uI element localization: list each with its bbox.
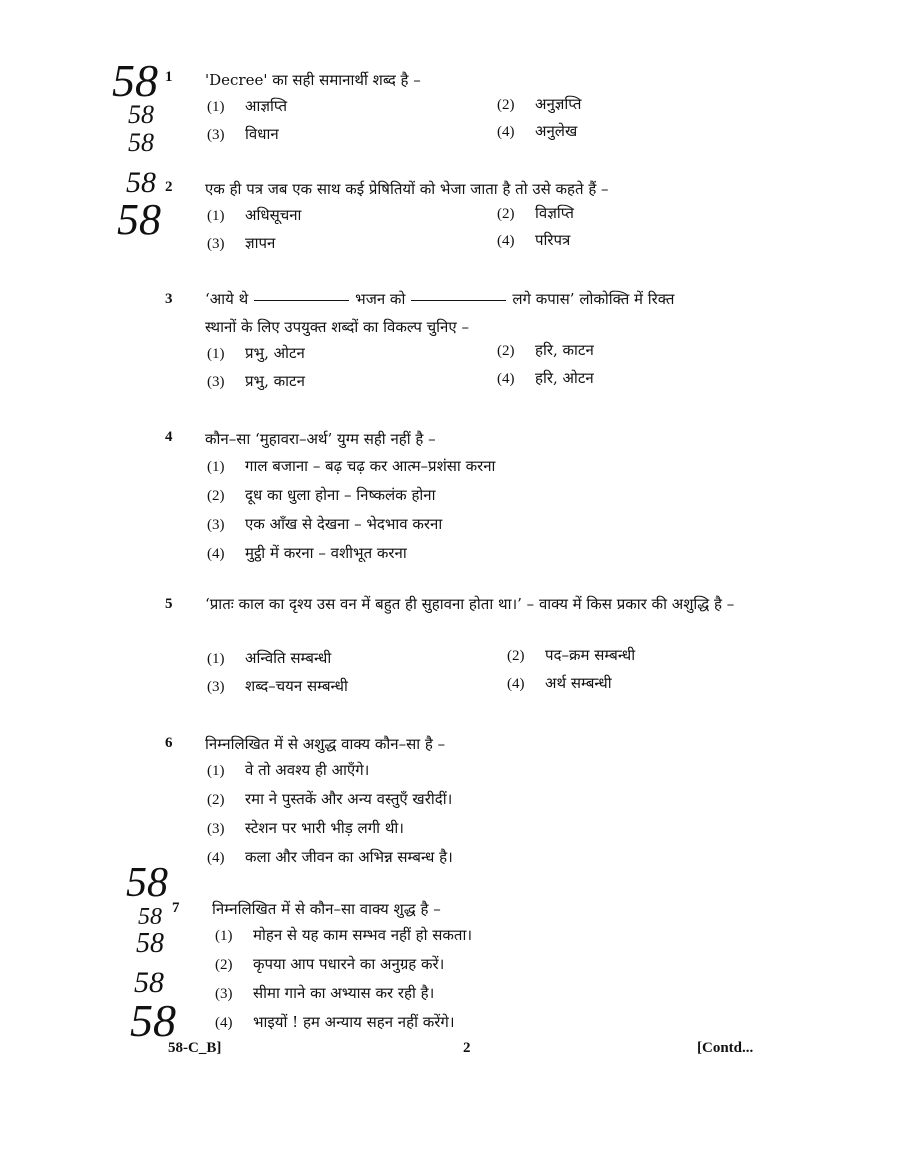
stamp-mark: 58: [126, 860, 168, 906]
option-3: (3) विधान: [207, 125, 279, 143]
option-4: (4) भाइयों ! हम अन्याय सहन नहीं करेंगे।: [215, 1013, 455, 1031]
stamp-mark: 58: [126, 166, 156, 199]
question-text: कौन–सा ‘मुहावरा–अर्थ’ युग्म सही नहीं है –: [205, 430, 436, 448]
option-4: (4) परिपत्र: [497, 231, 571, 249]
stamp-mark: 58: [134, 966, 164, 999]
option-3: (3) प्रभु, काटन: [207, 372, 305, 390]
option-4: (4) मुट्ठी में करना – वशीभूत करना: [207, 544, 407, 562]
page-number: 2: [463, 1040, 471, 1056]
option-3: (3) ज्ञापन: [207, 234, 276, 252]
question-text: ‘आये थे भजन को लगे कपास’ लोकोक्ति में रिक्त स्थानों के लिए उपयुक्त शब्दों का विकल्प चुनिए –: [205, 290, 675, 336]
stamp-mark: 58: [128, 128, 154, 157]
option-2: (2) पद–क्रम सम्बन्धी: [507, 646, 636, 664]
question-text: एक ही पत्र जब एक साथ कई प्रेषितियों को भेजा जाता है तो उसे कहते हैं –: [205, 180, 609, 198]
question-text: निम्नलिखित में से अशुद्ध वाक्य कौन–सा है –: [205, 735, 446, 753]
option-4: (4) अनुलेख: [497, 122, 578, 140]
option-1: (1) गाल बजाना – बढ़ चढ़ कर आत्म–प्रशंसा करना: [207, 457, 496, 475]
stamp-mark: 58: [130, 995, 176, 1046]
option-4: (4) कला और जीवन का अभिन्न सम्बन्ध है।: [207, 848, 453, 866]
stamp-mark: 58: [138, 904, 162, 930]
question-text: ‘प्रातः काल का दृश्य उस वन में बहुत ही सुहावना होता था।’ – वाक्य में किस प्रकार की अशुद्धि है –: [205, 595, 735, 613]
paper-code: 58-C_B]: [168, 1040, 222, 1056]
option-4: (4) हरि, ओटन: [497, 369, 594, 387]
blank-line: [411, 300, 506, 301]
question-number: 2: [165, 179, 173, 195]
question-number: 6: [165, 735, 173, 751]
option-2: (2) दूध का धुला होना – निष्कलंक होना: [207, 486, 436, 504]
option-3: (3) सीमा गाने का अभ्यास कर रही है।: [215, 984, 435, 1002]
question-number: 7: [172, 900, 180, 916]
question-number: 1: [165, 69, 173, 85]
stamp-mark: 58: [112, 55, 158, 106]
option-1: (1) अन्विति सम्बन्धी: [207, 649, 332, 667]
question-number: 5: [165, 596, 173, 612]
option-1: (1) आज्ञप्ति: [207, 97, 288, 115]
option-1: (1) अधिसूचना: [207, 206, 302, 224]
option-1: (1) प्रभु, ओटन: [207, 344, 305, 362]
option-3: (3) शब्द–चयन सम्बन्धी: [207, 677, 348, 695]
blank-line: [254, 300, 349, 301]
question-number: 4: [165, 429, 173, 445]
stamp-mark: 58: [136, 928, 164, 959]
option-2: (2) कृपया आप पधारने का अनुग्रह करें।: [215, 955, 445, 973]
question-text: 'Decree' का सही समानार्थी शब्द है –: [205, 71, 421, 89]
option-2: (2) अनुज्ञप्ति: [497, 95, 582, 113]
continued-note: [Contd...: [697, 1040, 754, 1056]
option-4: (4) अर्थ सम्बन्धी: [507, 674, 612, 692]
option-2: (2) रमा ने पुस्तकें और अन्य वस्तुएँ खरीदीं।: [207, 790, 453, 808]
option-2: (2) हरि, काटन: [497, 341, 594, 359]
option-1: (1) वे तो अवश्य ही आएँगे।: [207, 761, 370, 779]
question-number: 3: [165, 291, 173, 307]
stamp-mark: 58: [128, 100, 154, 129]
option-2: (2) विज्ञप्ति: [497, 204, 574, 222]
stamp-mark: 58: [117, 195, 161, 244]
option-1: (1) मोहन से यह काम सम्भव नहीं हो सकता।: [215, 926, 473, 944]
option-3: (3) स्टेशन पर भारी भीड़ लगी थी।: [207, 819, 404, 837]
question-text: निम्नलिखित में से कौन–सा वाक्य शुद्ध है –: [212, 900, 441, 918]
option-3: (3) एक आँख से देखना – भेदभाव करना: [207, 515, 443, 533]
